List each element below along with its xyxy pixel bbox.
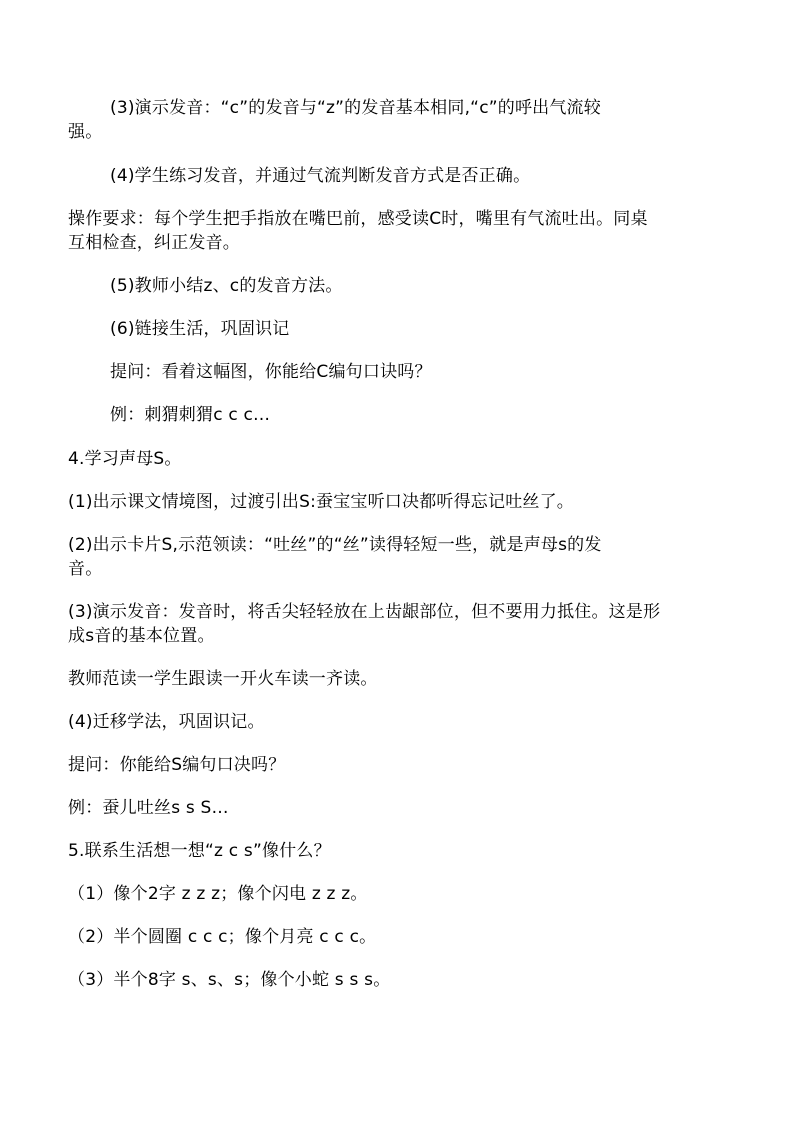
- text-line: 提问：你能给S编句口决吗？: [68, 755, 286, 775]
- text-line: (5)教师小结z、c的发音方法。: [110, 276, 343, 296]
- list-item: （3）半个8字 s、s、s；像个小蛇 s s s。: [68, 970, 391, 990]
- text-line: 提问：看着这幅图，你能给C编句口诀吗？: [110, 362, 432, 382]
- text-line: (3)演示发音：发音时，将舌尖轻轻放在上齿龈部位，但不要用力抵住。这是形: [68, 602, 661, 622]
- text-line: (2)出示卡片S,示范领读：“吐丝”的“丝”读得轻短一些，就是声母s的发: [68, 535, 602, 555]
- text-line: (4)迁移学法，巩固识记。: [68, 712, 265, 732]
- text-line: 例：刺猬刺猬c c c…: [110, 405, 271, 425]
- text-line: (3)演示发音：“c”的发音与“z”的发音基本相同,“c”的呼出气流较: [110, 98, 601, 118]
- text-line: 强。: [68, 122, 103, 142]
- text-line: 操作要求：每个学生把手指放在嘴巴前，感受读C时，嘴里有气流吐出。同桌: [68, 209, 648, 229]
- text-line: 成s音的基本位置。: [68, 626, 215, 646]
- list-item: （1）像个2字 z z z；像个闪电 z z z。: [68, 884, 368, 904]
- text-line: 互相检查，纠正发音。: [68, 233, 240, 253]
- text-line: 教师范读一学生跟读一开火车读一齐读。: [68, 669, 378, 689]
- section-heading: 4.学习声母S。: [68, 449, 182, 469]
- text-line: (6)链接生活，巩固识记: [110, 319, 290, 339]
- text-line: 例：蚕儿吐丝s s S…: [68, 798, 229, 818]
- text-line: (1)出示课文情境图，过渡引出S:蚕宝宝听口决都听得忘记吐丝了。: [68, 492, 574, 512]
- list-item: （2）半个圆圈 c c c；像个月亮 c c c。: [68, 927, 377, 947]
- section-heading: 5.联系生活想一想“z c s”像什么？: [68, 841, 331, 861]
- text-line: (4)学生练习发音，并通过气流判断发音方式是否正确。: [110, 166, 531, 186]
- text-line: 音。: [68, 559, 103, 579]
